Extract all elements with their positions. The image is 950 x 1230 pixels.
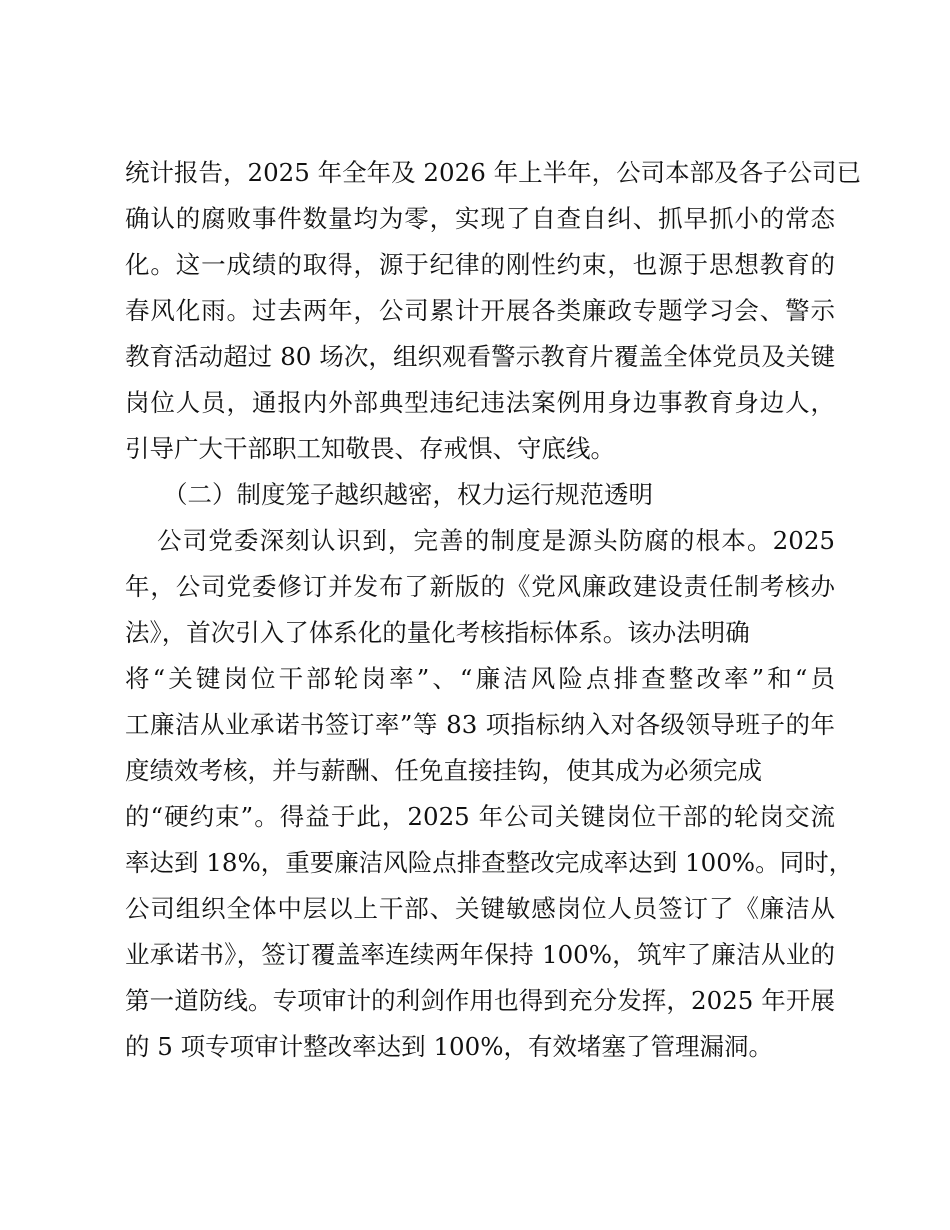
paragraph-line: 将“关键岗位干部轮岗率”、“廉洁风险点排查整改率”和“员: [125, 664, 835, 693]
paragraph-line: 岗位人员，通报内外部典型违纪违法案例用身边事教育身边人，: [125, 388, 835, 417]
paragraph: [125, 518, 854, 1070]
paragraph-line: 春风化雨。过去两年，公司累计开展各类廉政专题学习会、警示: [125, 296, 835, 325]
paragraph-line: 度绩效考核，并与薪酬、任免直接挂钩，使其成为必须完成: [125, 756, 762, 785]
paragraph-line: 确认的腐败事件数量均为零，实现了自查自纠、抓早抓小的常态: [125, 204, 835, 233]
paragraph-line: 率达到 18%，重要廉洁风险点排查整改完成率达到 100%。同时，: [125, 848, 854, 877]
paragraph-line: 的 5 项专项审计整改率达到 100%，有效堵塞了管理漏洞。: [125, 1032, 773, 1061]
paragraph-line: 第一道防线。专项审计的利剑作用也得到充分发挥，2025 年开展: [125, 986, 835, 1015]
paragraph-line: 化。这一成绩的取得，源于纪律的刚性约束，也源于思想教育的: [125, 250, 835, 279]
section-heading: （二）制度笼子越织越密，权力运行规范透明: [163, 480, 653, 509]
paragraph-line: 教育活动超过 80 场次，组织观看警示教育片覆盖全体党员及关键: [125, 342, 835, 371]
document-body: [125, 150, 862, 1070]
paragraph-line: 法》，首次引入了体系化的量化考核指标体系。该办法明确: [125, 618, 750, 647]
paragraph-line: 公司组织全体中层以上干部、关键敏感岗位人员签订了《廉洁从: [125, 894, 835, 923]
paragraph-line: 统计报告，2025 年全年及 2026 年上半年，公司本部及各子公司已: [125, 158, 862, 187]
paragraph-line: 工廉洁从业承诺书签订率”等 83 项指标纳入对各级领导班子的年: [125, 710, 835, 739]
paragraph-line: 年，公司党委修订并发布了新版的《党风廉政建设责任制考核办: [125, 572, 835, 601]
paragraph-line: 业承诺书》，签订覆盖率连续两年保持 100%，筑牢了廉洁从业的: [125, 940, 835, 969]
paragraph: [125, 150, 862, 472]
paragraph-line: 的“硬约束”。得益于此，2025 年公司关键岗位干部的轮岗交流: [125, 802, 835, 831]
paragraph-line: 引导广大干部职工知敬畏、存戒惧、守底线。: [125, 434, 615, 463]
paragraph-line: 公司党委深刻认识到，完善的制度是源头防腐的根本。2025: [157, 526, 835, 555]
